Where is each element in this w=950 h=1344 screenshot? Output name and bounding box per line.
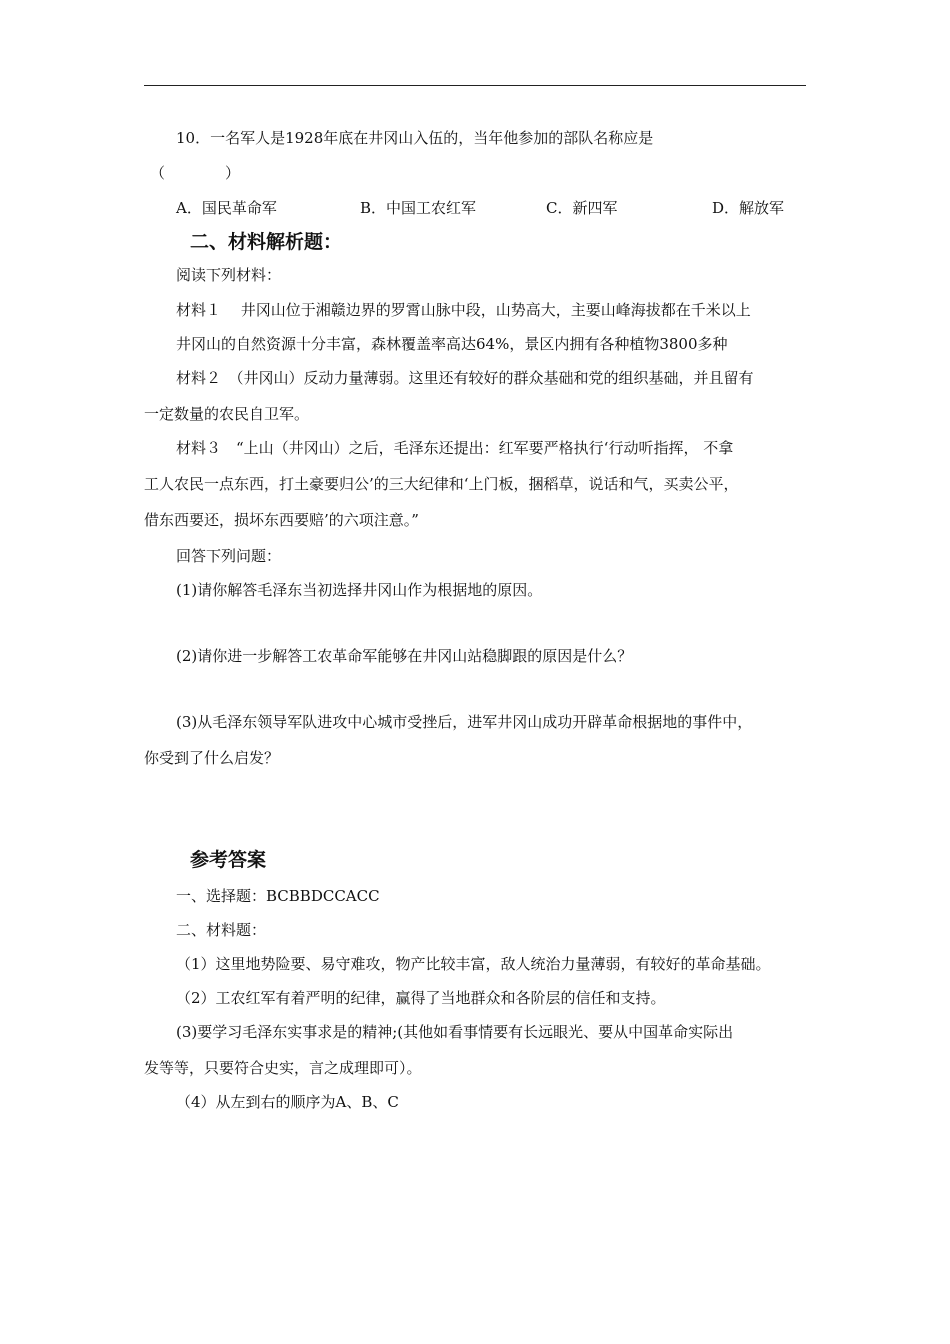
material-1-line-2: 井冈山的自然资源十分丰富，森林覆盖率高达64%，景区内拥有各种植物3800多种	[176, 335, 728, 353]
option-c: C．新四军	[546, 199, 618, 217]
header-rule	[144, 85, 806, 86]
answer-3-line-2: 发等等，只要符合史实，言之成理即可）。	[144, 1059, 422, 1077]
material-3-line-3: 借东西要还，损坏东西要赔’的六项注意。”	[144, 511, 419, 529]
answer-prompt: 回答下列问题：	[176, 547, 282, 565]
answer-1: （1）这里地势险要、易守难攻，物产比较丰富，敌人统治力量薄弱，有较好的革命基础。	[176, 955, 771, 973]
material-1-line-1: 材料１ 井冈山位于湘赣边界的罗霄山脉中段，山势高大，主要山峰海拔都在千米以上	[176, 301, 751, 319]
option-d: D．解放军	[712, 199, 785, 217]
answer-2: （2）工农红军有着严明的纪律，赢得了当地群众和各阶层的信任和支持。	[176, 989, 666, 1007]
sub-question-3-line-1: (3)从毛泽东领导军队进攻中心城市受挫后，进军井冈山成功开辟革命根据地的事件中，	[176, 713, 753, 731]
option-b: B．中国工农红军	[360, 199, 477, 217]
sub-question-1: (1)请你解答毛泽东当初选择井冈山作为根据地的原因。	[176, 581, 543, 599]
sub-question-3-line-2: 你受到了什么启发？	[144, 749, 280, 767]
answers-heading: 参考答案	[190, 849, 267, 871]
material-3-line-2: 工人农民一点东西，打土豪要归公’的三大纪律和‘上门板，捆稻草，说话和气，买卖公平，	[144, 475, 739, 493]
reading-intro: 阅读下列材料：	[176, 266, 282, 284]
answer-choice: 一、选择题：BCBBDCCACC	[176, 887, 380, 905]
answer-3-line-1: (3)要学习毛泽东实事求是的精神;(其他如看事情要有长远眼光、要从中国革命实际出	[176, 1023, 734, 1041]
question-10-stem: 10．一名军人是1928年底在井冈山入伍的，当年他参加的部队名称应是	[176, 129, 654, 147]
material-3-line-1: 材料３ “上山（井冈山）之后，毛泽东还提出：红军要严格执行‘行动听指挥， 不拿	[176, 439, 734, 457]
section-2-heading: 二、材料解析题：	[190, 231, 343, 253]
question-10-answer-bracket: （ ）	[150, 164, 241, 182]
material-2-line-1: 材料２ （井冈山）反动力量薄弱。这里还有较好的群众基础和党的组织基础，并且留有	[176, 369, 754, 387]
option-a: A．国民革命军	[176, 199, 277, 217]
answer-material-label: 二、材料题：	[176, 921, 267, 939]
sub-question-2: (2)请你进一步解答工农革命军能够在井冈山站稳脚跟的原因是什么？	[176, 647, 633, 665]
answer-4: （4）从左到右的顺序为A、B、C	[176, 1093, 399, 1111]
material-2-line-2: 一定数量的农民自卫军。	[144, 405, 310, 423]
